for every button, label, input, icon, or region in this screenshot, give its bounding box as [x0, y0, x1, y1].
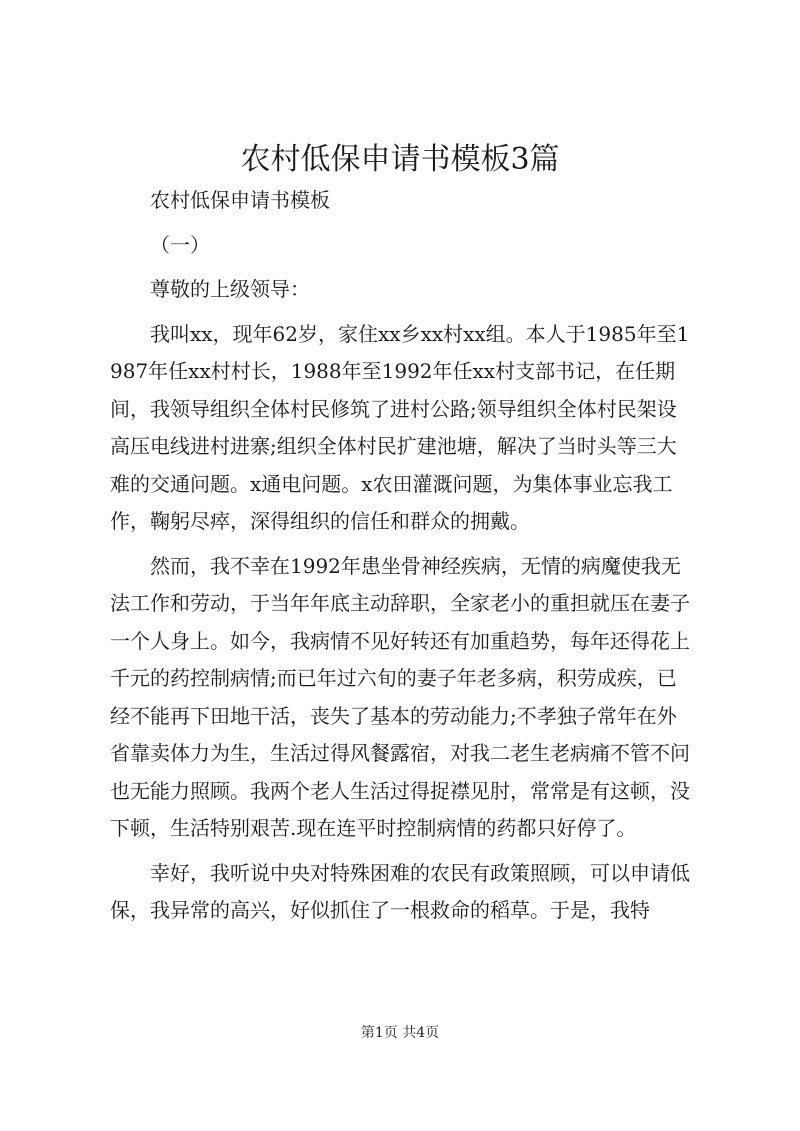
document-body [110, 182, 694, 930]
document-subtitle: 农村低保申请书模板 [150, 188, 330, 212]
section-mark: （一） [150, 232, 210, 257]
document-title: 农村低保申请书模板3篇 [240, 142, 560, 177]
paragraph: 我叫xx，现年62岁，家住xx乡xx村xx组。本人于1985年至1987年任xx村村长，1988年至1992年任xx村支部书记，在任期间，我领导组织全体村民修筑了进村公路;领导组织全体村民架设高压电线进村进寨;组织全体村民扩建池塘，解决了当时头等三大难的交通问题。x通电问题。x农田灌溉问题，为集体事业忘我工作，鞠躬尽瘁，深得组织的信任和群众的拥戴。 [110, 321, 690, 533]
page-footer: 第1页 共4页 [360, 1025, 440, 1041]
salutation: 尊敬的上级领导： [150, 277, 310, 301]
paragraph: 幸好，我听说中央对特殊困难的农民有政策照顾，可以申请低保，我异常的高兴，好似抓住了一根救命的稻草。于是，我特 [110, 860, 690, 922]
paragraph: 然而，我不幸在1992年患坐骨神经疾病，无情的病魔使我无法工作和劳动，于当年年底主动辞职，全家老小的重担就压在妻子一个人身上。如今，我病情不见好转还有加重趋势，每年还得花上千元的药控制病情;而已年过六旬的妻子年老多病，积劳成疾，已经不能再下田地干活，丧失了基本的劳动能力;不孝独子常年在外省靠卖体力为生，生活过得风餐露宿，对我二老生老病痛不管不问也无能力照顾。我两个老人生活过得捉襟见肘，常常是有这顿，没下顿，生活特别艰苦.现在连平时控制病情的药都只好停了。 [110, 553, 690, 840]
